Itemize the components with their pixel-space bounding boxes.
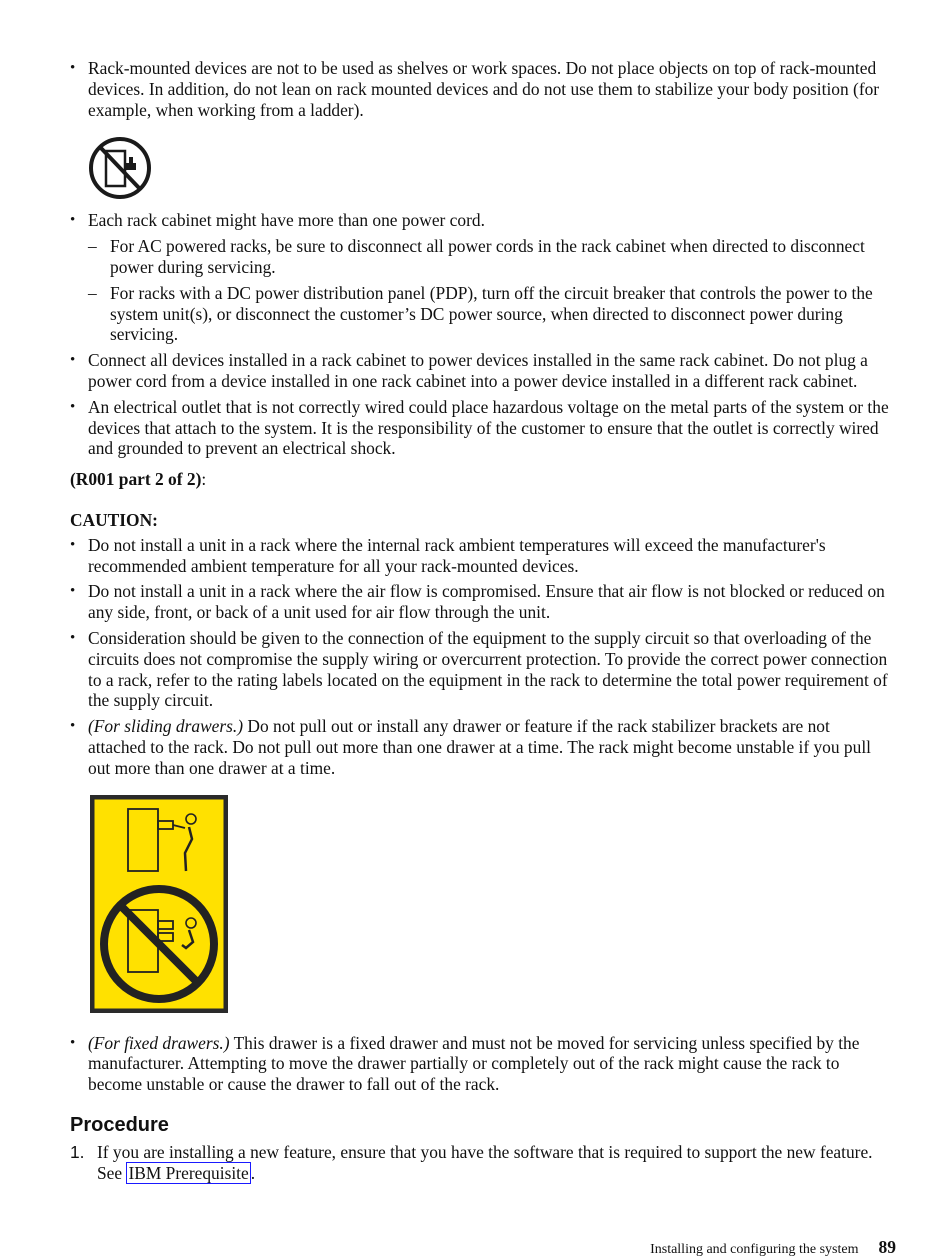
sliding-prefix: (For sliding drawers.) [88, 716, 244, 737]
caution-bullet: • Do not install a unit in a rack where the internal rack ambient temperatures will exceed the manufacturer's recommended ambient temperature for all your rack-mounted devices. [70, 535, 892, 577]
procedure-heading: Procedure [70, 1113, 169, 1136]
caution-bullet: • Consideration should be given to the connection of the equipment to the supply circuit so that overloading of the circuits does not compromise the supply wiring or overcurrent protection. To provide the correct power connection to a rack, refer to the rating labels located on the equipment in the rack to determine the total power requirement of the supply circuit. [70, 628, 892, 711]
part-label-colon: : [201, 469, 207, 490]
part-label-text: (R001 part 2 of 2) [70, 469, 202, 490]
bullet-item: • Each rack cabinet might have more than one power cord. [70, 210, 892, 231]
sub-bullet-item: – For AC powered racks, be sure to disconnect all power cords in the rack cabinet when directed to disconnect power during servicing. [70, 236, 892, 278]
ibm-prerequisite-link[interactable]: IBM Prerequisite [128, 1162, 249, 1183]
step-text: If you are installing a new feature, ensure that you have the software that is required to support the new feature. See [97, 1141, 873, 1183]
bullet-item: • An electrical outlet that is not correctly wired could place hazardous voltage on the metal parts of the system or the devices that attach to the system. It is the responsibility of the customer to ensure that the outlet is correctly wired and grounded to prevent an electrical shock. [70, 397, 892, 459]
procedure-step [70, 1142, 892, 1184]
caution-heading: CAUTION: [70, 509, 158, 530]
step-end: . [250, 1162, 256, 1183]
page-footer [650, 1237, 896, 1258]
caution-bullet-fixed [70, 1033, 892, 1095]
fixed-prefix: (For fixed drawers.) [88, 1032, 230, 1053]
step-number: 1. [70, 1141, 85, 1162]
no-lean-on-rack-icon [88, 136, 152, 200]
fixed-text: This drawer is a fixed drawer and must not be moved for servicing unless specified by the manufacturer. Attempting to move the drawer partially or completely out of the rack might cause the rack to become unstable or cause the drawer to fall out of the rack. [88, 1032, 860, 1095]
page-number: 89 [878, 1237, 896, 1257]
bullet-item: • Rack-mounted devices are not to be used as shelves or work spaces. Do not place objects on top of rack-mounted devices. In addition, do not lean on rack mounted devices and do not use them to stabilize your body position (for example, when working from a ladder). [70, 58, 892, 120]
footer-title: Installing and configuring the system [650, 1242, 859, 1257]
drawer-tip-warning-icon [90, 795, 228, 1013]
caution-bullet-sliding [70, 716, 892, 778]
sub-bullet-item: – For racks with a DC power distribution panel (PDP), turn off the circuit breaker that controls the power to the system unit(s), or disconnect the customer’s DC power source, when directed to disconnect power during servicing. [70, 283, 892, 345]
document-page [70, 58, 892, 1183]
sliding-text: Do not pull out or install any drawer or feature if the rack stabilizer brackets are not attached to the rack. Do not pull out more than one drawer at a time. The rack might become unstable if you pull out more than one drawer at a time. [88, 716, 871, 778]
part-label [70, 469, 892, 490]
caution-bullet: • Do not install a unit in a rack where the air flow is compromised. Ensure that air flow is not blocked or reduced on any side, front, or back of a unit used for air flow through the unit. [70, 581, 892, 623]
bullet-item: • Connect all devices installed in a rack cabinet to power devices installed in the same rack cabinet. Do not plug a power cord from a device installed in one rack cabinet into a power device installed in a different rack cabinet. [70, 350, 892, 392]
